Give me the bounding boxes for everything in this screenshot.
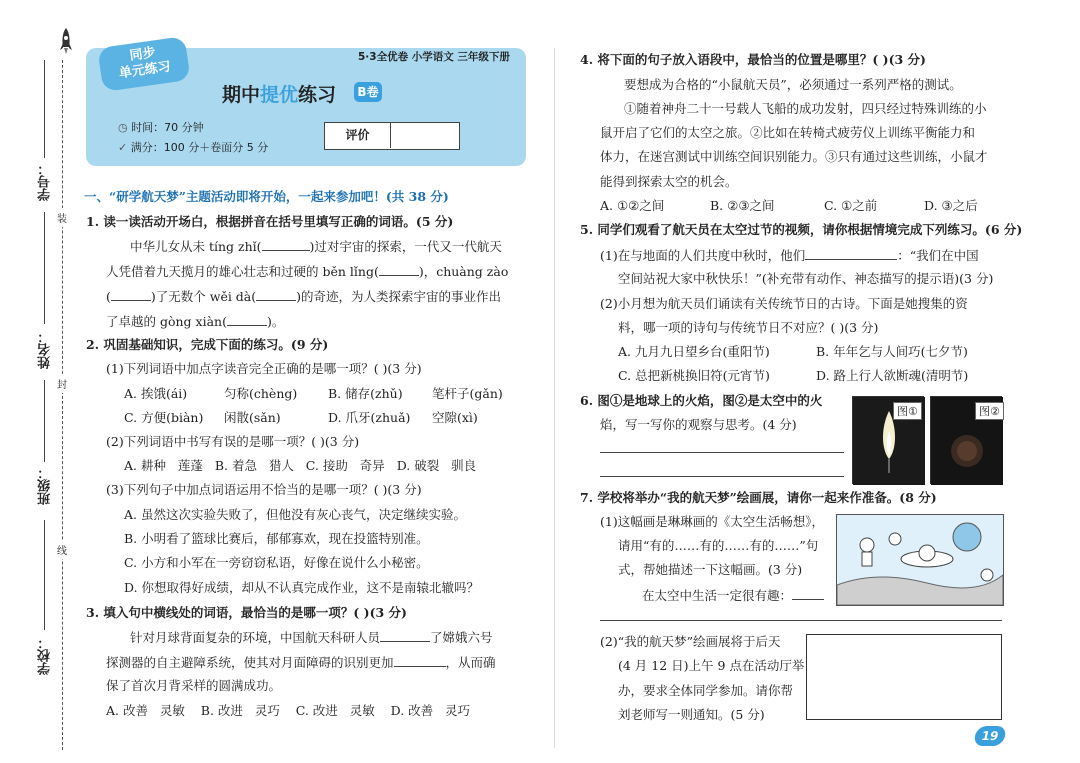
cut-word-1: 装 [57,208,67,227]
q2-s3-opt-d[interactable]: D. 你想取得好成绩，却从不认真完成作业，这不是南辕北辙吗？ [124,580,480,595]
q5-sub1: (1)在与地面的人们共度中秋时，他们 ：“我们在中国 [600,248,979,263]
cut-word-2: 封 [57,374,67,393]
time-info [118,120,204,136]
q1-line4: 了卓越的 gòng xiàn( )。 [106,314,285,329]
q1-blank4[interactable] [256,288,296,301]
q2-s1-opt-b1[interactable]: B. 储存(zhǔ) [328,386,403,401]
q2-sub2: (2)下列词语中书写有误的是哪一项？( )(3 分) [106,434,360,449]
q3-stem: 3. 填入句中横线处的词语，最恰当的是哪一项？( )(3 分) [86,605,407,620]
q3-line3: 保了首次月背采样的圆满成功。 [106,678,282,693]
score-text: 满分：100 分＋卷面分 5 分 [130,141,269,154]
q4-para-3: 体力，在迷宫测试中训练空间识别能力。③只有通过这些训练，小鼠才 [600,149,988,164]
q3-line1: 针对月球背面复杂的环境，中国航天科研人员 了嫦娥六号 [130,630,493,645]
q1-line3: ( )了无数个 wěi dà( )的奇迹，为人类探索宇宙的事业作出 [106,289,502,304]
q7-sub2-cont2: 办，要求全体同学参加。请你帮 [618,683,794,698]
q7-sub2-cont1: (4 月 12 日)上午 9 点在活动厅举 [618,658,805,673]
q2-stem: 2. 巩固基础知识，完成下面的练习。(9 分) [86,337,329,352]
rocket-icon [60,28,72,54]
q2-s3-opt-c[interactable]: C. 小方和小军在一旁窃窃私语，好像在说什么小秘密。 [124,555,429,570]
q5-sub2-cont: 料，哪一项的诗句与传统节日不对应？( )(3 分) [618,320,879,335]
page-title [222,80,336,107]
badge-line1: 同步 [128,45,157,64]
q4-para-4: 能得到探索太空的机会。 [600,174,738,189]
q5-sub2: (2)小月想为航天员们诵读有关传统节日的古诗。下面是她搜集的资 [600,296,968,311]
q6-line2: 焰，写一写你的观察与思考。(4 分) [600,417,797,432]
q4-opt-a[interactable]: A. ①②之间 [600,198,665,213]
q5-opt-a[interactable]: A. 九月九日望乡台(重阳节) [618,344,770,359]
q2-s3-opt-a[interactable]: A. 虽然这次实验失败了，但他没有灰心丧气，决定继续实验。 [124,507,466,522]
q2-s1-opt-a2[interactable]: 匀称(chèng) [224,386,298,401]
q1-line1: 中华儿女从未 tíng zhǐ( )过对宇宙的探索，一代又一代航天 [130,239,502,254]
q5-sub1-cont: 空间站祝大家中秋快乐！”(补充带有动作、神态描写的提示语)(3 分) [618,271,994,286]
name-label: 姓名： [38,330,53,369]
q2-sub3: (3)下列句子中加点词语运用不恰当的是哪一项？( )(3 分) [106,482,422,497]
q6-answer-line2[interactable] [600,476,844,477]
q1-stem: 1. 读一读活动开场白，根据拼音在括号里填写正确的词语。(5 分) [86,214,454,229]
student-id-line[interactable] [44,60,45,158]
time-text: 时间：70 分钟 [131,121,204,134]
q3-line2: 探测器的自主避障系统，使其对月面障碍的识别更加 ，从而确 [106,655,496,670]
check-icon: ✓ [118,141,131,154]
q7-blank1[interactable] [792,587,824,600]
q7-sub1-cont1: 请用“有的……有的……有的……”句 [618,538,819,553]
q5-blank1[interactable] [805,247,897,260]
q4-para-2: 鼠开启了它们的太空之旅。②比如在转椅式疲劳仪上训练平衡能力和 [600,125,976,140]
q4-opt-d[interactable]: D. ③之后 [924,198,978,213]
student-id-label: 学号： [38,162,53,201]
space-life-drawing [836,514,1004,606]
cut-word-3: 线 [57,540,67,559]
figure1-tag: 图① [893,402,922,420]
q2-s2-options[interactable]: A. 耕种 莲蓬 B. 着急 猎人 C. 接助 奇异 D. 破裂 驯良 [124,458,477,473]
q4-opt-b[interactable]: B. ②③之间 [710,198,775,213]
q2-s1-opt-c1[interactable]: C. 方便(biàn) [124,410,204,425]
q1-line2: 人凭借着九天揽月的雄心壮志和过硬的 běn lǐng( )，chuàng zào [106,264,509,279]
q2-s1-opt-d1[interactable]: D. 爪牙(zhuǎ) [328,410,411,425]
q5-opt-d[interactable]: D. 路上行人欲断魂(清明节) [816,368,969,383]
school-label: 学校： [38,636,53,675]
series-title: 5·3全优卷 小学语文 三年级下册 [358,51,510,63]
q7-answer-line[interactable] [600,620,1002,621]
q2-s1-opt-b2[interactable]: 笔杆子(gǎn) [432,386,503,401]
binding-dashed-line [62,60,63,750]
q5-stem: 5. 同学们观看了航天员在太空过节的视频，请你根据情境完成下列练习。(6 分) [580,222,1023,237]
clock-icon: ◷ [118,121,132,134]
column-divider [554,48,555,748]
section1-heading: 一、“研学航天梦”主题活动即将开始，一起来参加吧！(共 38 分) [84,189,449,204]
q1-blank1[interactable] [262,238,310,251]
class-label: 班级： [38,466,53,505]
q3-options[interactable]: A. 改善 灵敏 B. 改进 灵巧 C. 改进 灵敏 D. 改善 灵巧 [106,703,471,718]
q7-sub1-cont2: 式，帮她描述一下这幅画。(3 分) [618,562,803,577]
school-line[interactable] [44,520,45,630]
q2-s1-opt-a1[interactable]: A. 挨饿(ái) [124,386,188,401]
q1-blank2[interactable] [379,263,419,276]
q4-opt-c[interactable]: C. ①之前 [824,198,878,213]
q3-blank1[interactable] [380,629,430,642]
q4-para-1: ①随着神舟二十一号载人飞船的成功发射，四只经过特殊训练的小 [624,101,987,116]
q5-opt-b[interactable]: B. 年年乞与人间巧(七夕节) [816,344,968,359]
figure2-tag: 图② [975,402,1004,420]
title-pre: 期中 [222,84,261,106]
q4-stem: 4. 将下面的句子放入语段中，最恰当的位置是哪里？( )(3 分) [580,52,926,67]
q2-s1-opt-d2[interactable]: 空隙(xì) [432,410,478,425]
q7-sub2: (2)“我的航天梦”绘画展将于后天 [600,634,781,649]
q1-blank3[interactable] [111,288,151,301]
name-line[interactable] [44,212,45,324]
q6-answer-line1[interactable] [600,452,844,453]
q7-stem: 7. 学校将举办“我的航天梦”绘画展，请你一起来作准备。(8 分) [580,490,937,505]
edition-badge: B卷 [354,82,382,102]
evaluation-label: 评价 [325,123,391,148]
badge-line2: 单元练习 [118,59,172,82]
q5-opt-c[interactable]: C. 总把新桃换旧符(元宵节) [618,368,770,383]
q3-blank2[interactable] [394,654,446,667]
q7-sub1: (1)这幅画是琳琳画的《太空生活畅想》， [600,514,824,529]
class-line[interactable] [44,380,45,462]
q2-s1-opt-c2[interactable]: 闲散(sǎn) [224,410,281,425]
score-info [118,140,268,156]
q2-sub1: (1)下列词语中加点字读音完全正确的是哪一项？( )(3 分) [106,361,422,376]
q6-line1: 6. 图①是地球上的火焰，图②是太空中的火 [580,393,823,408]
q2-s3-opt-b[interactable]: B. 小明看了篮球比赛后，郁郁寡欢，现在投篮特别准。 [124,531,429,546]
title-post: 练习 [298,84,337,106]
q1-blank5[interactable] [227,313,267,326]
q7-sub2-cont3: 刘老师写一则通知。(5 分) [618,707,765,722]
page-number: 19 [973,726,1007,746]
notice-answer-box[interactable] [806,634,1002,720]
evaluation-box[interactable] [324,122,460,150]
title-highlight: 提优 [260,84,299,106]
q7-sub1-prompt: 在太空中生活一定很有趣： [642,587,824,604]
q4-quote: 要想成为合格的“小鼠航天员”，必须通过一系列严格的测试。 [624,77,962,92]
